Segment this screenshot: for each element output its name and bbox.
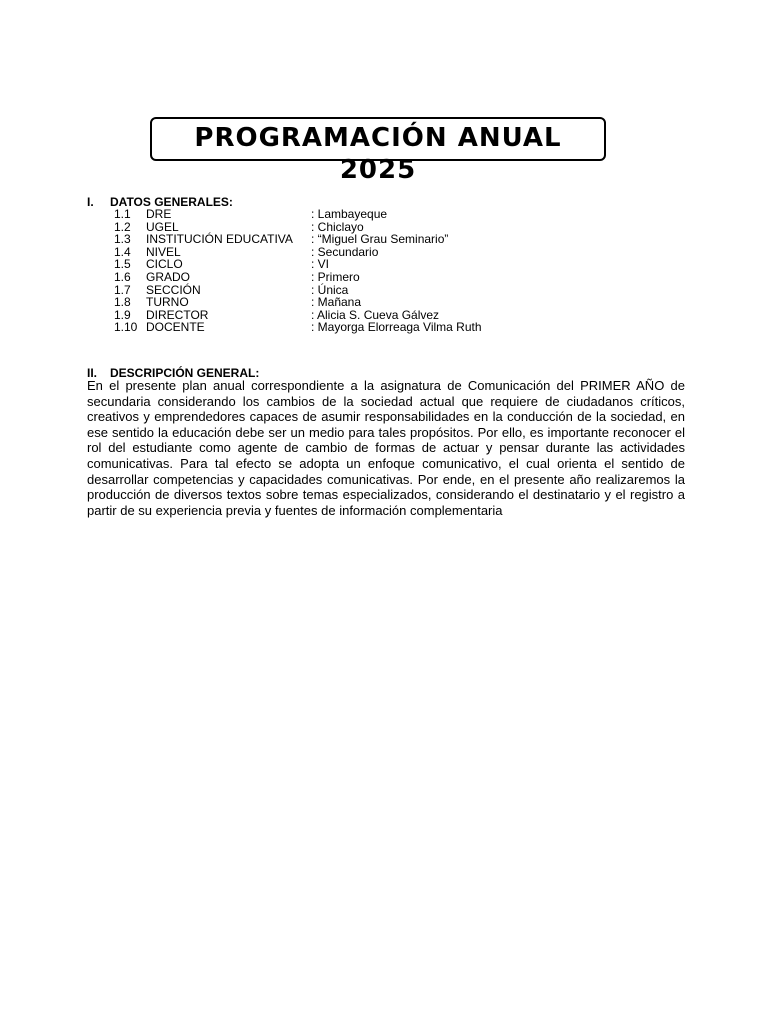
item-index: 1.10 xyxy=(114,320,138,335)
item-label: NIVEL xyxy=(146,244,181,259)
item-value: : Mayorga Elorreaga Vilma Ruth xyxy=(311,320,482,335)
section-title: DATOS GENERALES: xyxy=(110,195,233,209)
section-number: I. xyxy=(87,195,94,209)
item-label: SECCIÓN xyxy=(146,282,201,297)
list-item xyxy=(87,271,687,284)
item-value: : Alicia S. Cueva Gálvez xyxy=(311,307,440,322)
item-index: 1.3 xyxy=(114,232,131,247)
item-value: : Secundario xyxy=(311,244,379,259)
item-index: 1.2 xyxy=(114,219,131,234)
item-index: 1.4 xyxy=(114,244,131,259)
datos-generales-list xyxy=(87,208,687,334)
item-value: : Primero xyxy=(311,269,360,284)
item-index: 1.5 xyxy=(114,257,131,272)
list-item xyxy=(87,321,687,334)
item-value: : Única xyxy=(311,282,349,297)
item-label: DRE xyxy=(146,207,172,221)
item-index: 1.9 xyxy=(114,307,131,322)
item-value: : VI xyxy=(311,257,330,272)
item-label: INSTITUCIÓN EDUCATIVA xyxy=(146,232,293,247)
section-title: DESCRIPCIÓN GENERAL: xyxy=(110,366,260,380)
item-value: : Chiclayo xyxy=(311,219,364,234)
item-index: 1.6 xyxy=(114,269,131,284)
item-label: GRADO xyxy=(146,269,191,284)
title-box xyxy=(150,117,606,185)
item-value: : Mañana xyxy=(311,295,362,310)
item-label: DIRECTOR xyxy=(146,307,209,322)
section-number: II. xyxy=(87,366,98,380)
item-index: 1.8 xyxy=(114,295,131,310)
item-value: : Lambayeque xyxy=(311,207,388,221)
item-index: 1.7 xyxy=(114,282,131,297)
item-value: : “Miguel Grau Seminario” xyxy=(311,232,449,247)
document-title: PROGRAMACIÓN ANUAL 2025 xyxy=(194,123,562,185)
item-label: TURNO xyxy=(146,295,189,310)
list-item xyxy=(87,208,687,221)
item-index: 1.1 xyxy=(114,207,131,221)
item-label: CICLO xyxy=(146,257,183,272)
item-label: DOCENTE xyxy=(146,320,205,335)
description-paragraph: En el presente plan anual correspondiente a la asignatura de Comunicación del PRIMER AÑO de secundaria considerando los cambios de la sociedad actual que requiere de ciudadanos críticos, creativos y emprendedores capaces de asumir responsabilidades en la conducción de la sociedad, en ese sentido la educación debe ser un medio para tales propósitos. Por ello, es importante reconocer el rol del estudiante como agente de cambio de formas de actuar y pensar durante las actividades comunicativas. Para tal efecto se adopta un enfoque comunicativo, el cual orienta el sentido de desarrollar competencias y capacidades comunicativas. Por ende, en el presente año realizaremos la producción de diversos textos sobre temas especializados, considerando el destinatario y el registro a partir de su experiencia previa y fuentes de información complementaria xyxy=(87,378,685,518)
list-item xyxy=(87,233,687,246)
item-label: UGEL xyxy=(146,219,179,234)
list-item xyxy=(87,296,687,309)
